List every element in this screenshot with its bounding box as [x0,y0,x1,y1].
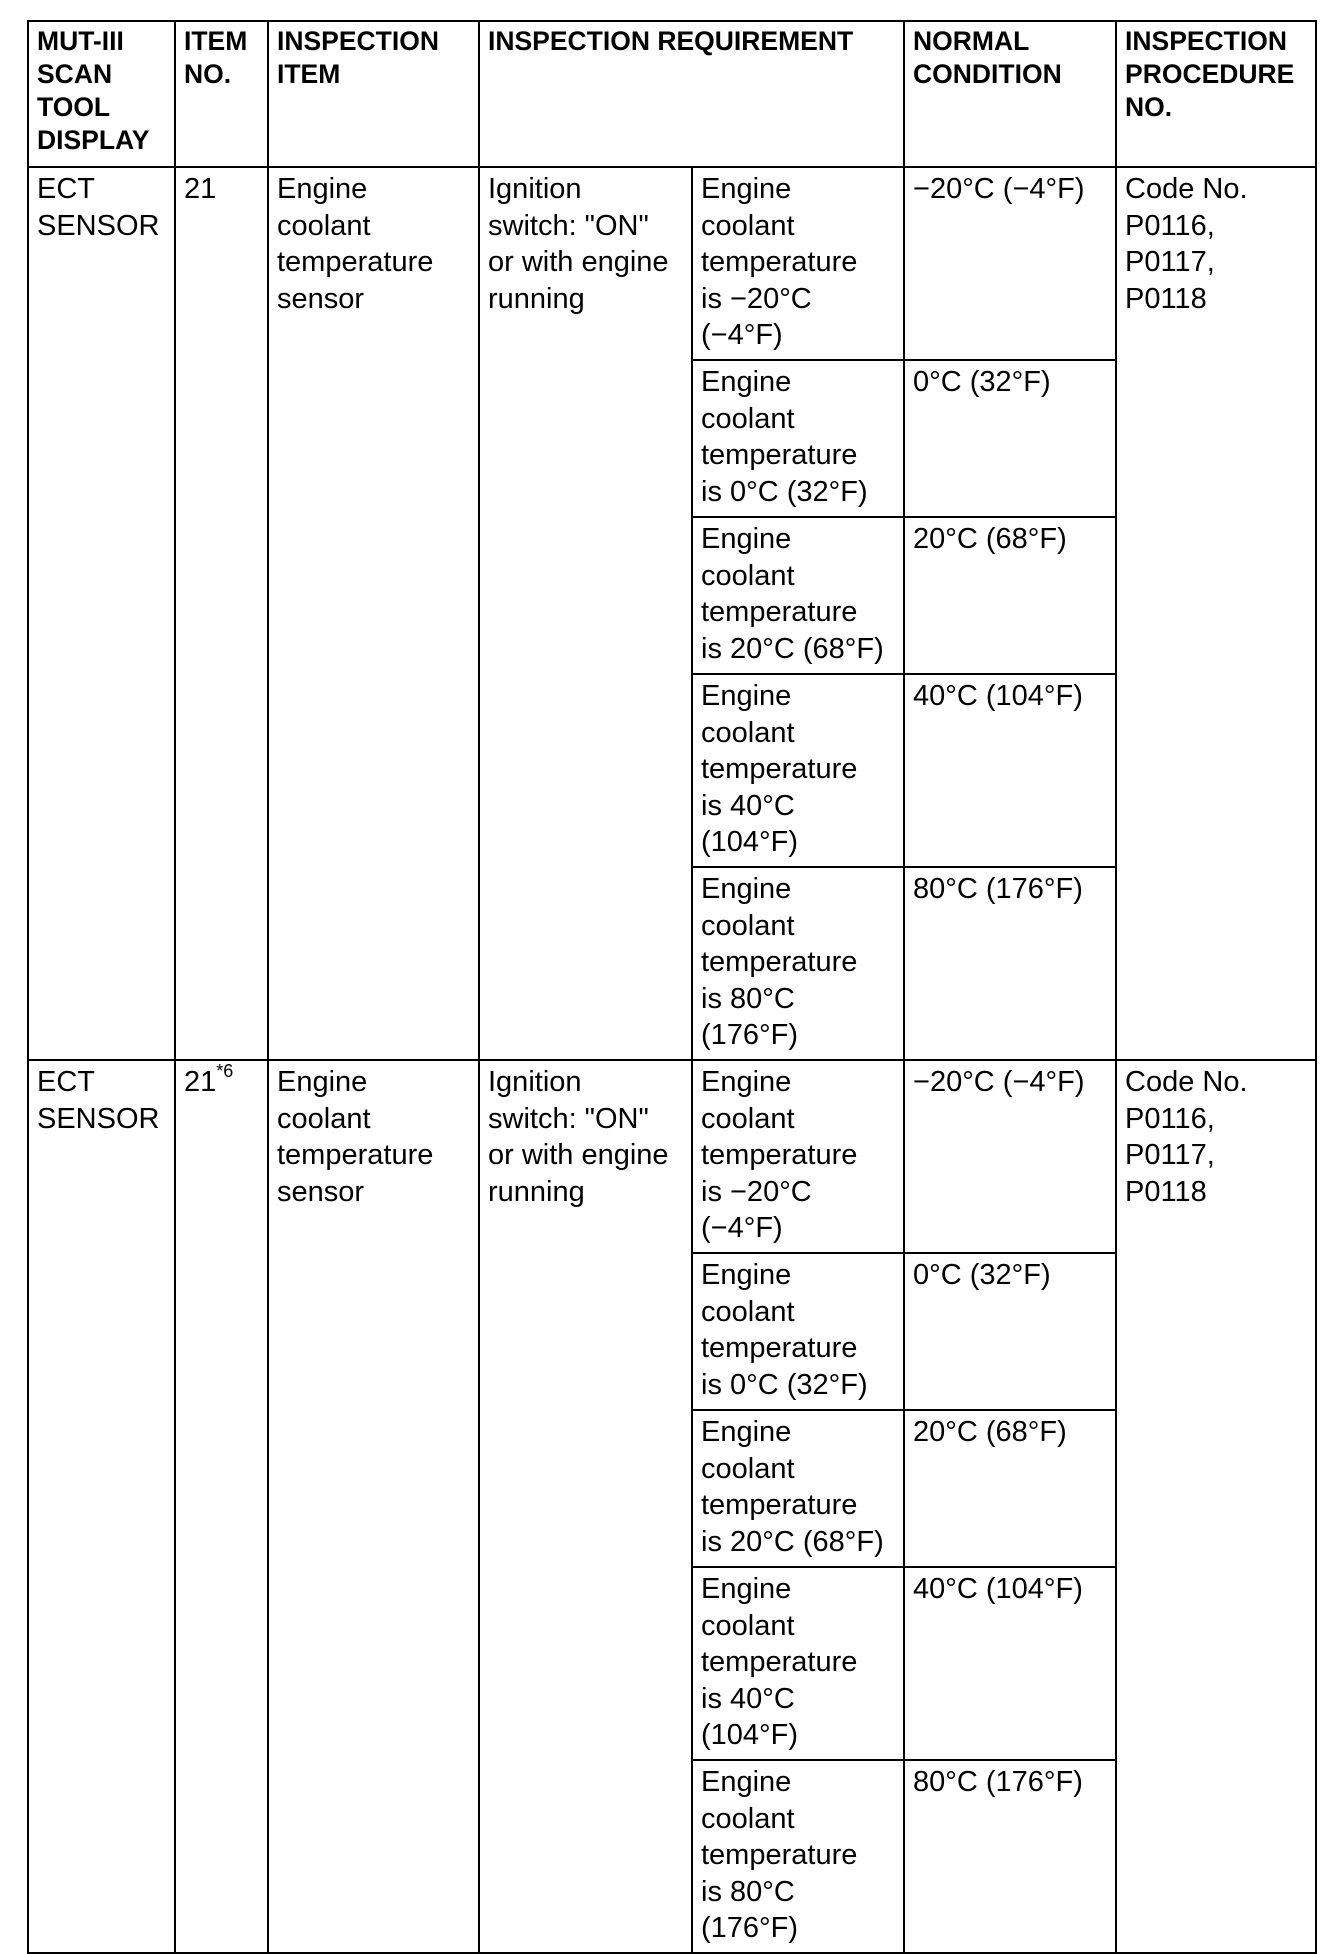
procedure-cell: Code No. P0116, P0117, P0118 [1116,167,1316,1060]
item-no-value: 21 [184,1066,217,1098]
procedure-cell: Code No. P0116, P0117, P0118 [1116,1060,1316,1953]
item-no-note: *6 [216,1061,234,1081]
normal-condition-cell: −20°C (−4°F) [904,1060,1116,1253]
requirement-cell: Ignition switch: "ON" or with engine running [479,1060,692,1953]
condition-cell: Engine coolant temperature is 40°C (104°F) [692,1567,904,1760]
normal-condition-cell: −20°C (−4°F) [904,167,1116,360]
condition-cell: Engine coolant temperature is 20°C (68°F) [692,517,904,674]
item-no-cell [175,167,268,1060]
condition-cell: Engine coolant temperature is 80°C (176°F) [692,1760,904,1953]
header-display: MUT-III SCAN TOOL DISPLAY [28,21,175,167]
normal-condition-cell: 40°C (104°F) [904,1567,1116,1760]
normal-condition-cell: 80°C (176°F) [904,1760,1116,1953]
table-row [28,167,1316,360]
item-no-cell [175,1060,268,1953]
header-row [28,21,1316,167]
requirement-cell: Ignition switch: "ON" or with engine running [479,167,692,1060]
display-cell: ECT SENSOR [28,1060,175,1953]
condition-cell: Engine coolant temperature is −20°C (−4°F) [692,1060,904,1253]
condition-cell: Engine coolant temperature is 0°C (32°F) [692,1253,904,1410]
condition-cell: Engine coolant temperature is 80°C (176°F) [692,867,904,1060]
item-no-value: 21 [184,173,217,205]
inspection-item-cell: Engine coolant temperature sensor [268,167,479,1060]
header-normal-condition: NORMAL CONDITION [904,21,1116,167]
header-procedure-no: INSPECTION PROCEDURE NO. [1116,21,1316,167]
normal-condition-cell: 20°C (68°F) [904,1410,1116,1567]
normal-condition-cell: 0°C (32°F) [904,360,1116,517]
normal-condition-cell: 80°C (176°F) [904,867,1116,1060]
condition-cell: Engine coolant temperature is 0°C (32°F) [692,360,904,517]
header-item-no: ITEM NO. [175,21,268,167]
normal-condition-cell: 0°C (32°F) [904,1253,1116,1410]
table-row [28,1060,1316,1253]
condition-cell: Engine coolant temperature is 40°C (104°F) [692,674,904,867]
normal-condition-cell: 20°C (68°F) [904,517,1116,674]
normal-condition-cell: 40°C (104°F) [904,674,1116,867]
header-inspection-item: INSPECTION ITEM [268,21,479,167]
display-cell: ECT SENSOR [28,167,175,1060]
condition-cell: Engine coolant temperature is −20°C (−4°F) [692,167,904,360]
inspection-table [27,20,1317,1954]
condition-cell: Engine coolant temperature is 20°C (68°F) [692,1410,904,1567]
header-inspection-requirement: INSPECTION REQUIREMENT [479,21,904,167]
inspection-item-cell: Engine coolant temperature sensor [268,1060,479,1953]
